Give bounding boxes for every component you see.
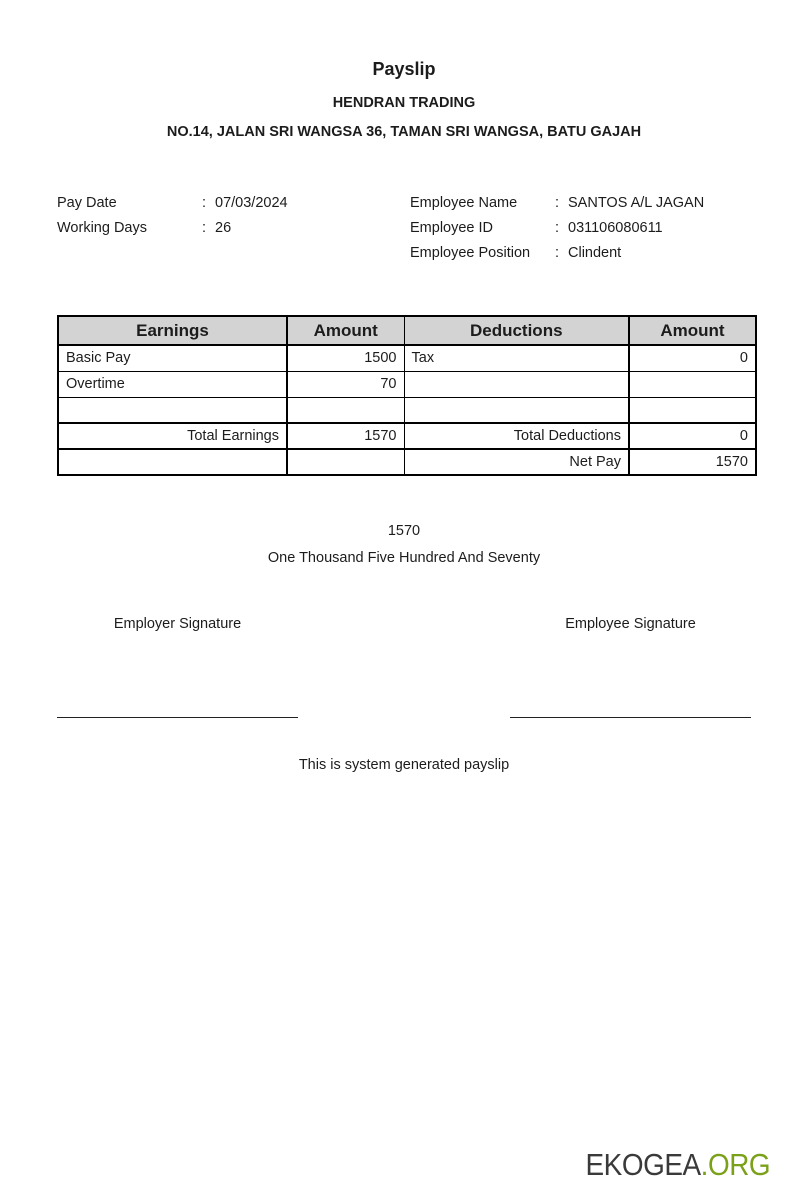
working-days-row [57,216,410,241]
empty-cell [287,449,404,475]
employee-name-label: Employee Name [410,195,518,211]
totals-row [58,423,756,449]
employee-signature-label: Employee Signature [565,616,696,632]
earning-label-cell: Basic Pay [58,345,287,371]
table-row [58,397,756,423]
earning-label-cell [58,397,287,423]
brand-name-text: EKOGEA [585,1147,701,1182]
employee-id-value: 031106080611 [568,220,663,236]
table-row [58,345,756,371]
pay-info-column [57,191,410,266]
earnings-deductions-table [57,315,757,476]
info-section [57,191,751,266]
header-earnings: Earnings [58,316,287,345]
pay-date-value: 07/03/2024 [215,195,288,211]
header-deductions: Deductions [404,316,629,345]
employee-id-label: Employee ID [410,220,494,236]
employee-id-separator: : [555,220,560,236]
employee-name-value: SANTOS A/L JAGAN [568,195,705,211]
employee-position-row [410,241,751,266]
header-earnings-amount: Amount [287,316,404,345]
employee-id-row [410,216,751,241]
amount-summary [57,523,751,566]
amount-in-words: One Thousand Five Hundred And Seventy [267,550,541,566]
working-days-label: Working Days [57,220,147,236]
pay-date-separator: : [202,195,207,211]
working-days-separator: : [202,220,207,236]
brand-tld-text: .ORG [700,1147,770,1182]
table-row [58,371,756,397]
total-earnings-label: Total Earnings [58,423,287,449]
earning-amount-cell [287,397,404,423]
employer-signature-label: Employer Signature [113,616,242,632]
deduction-label-cell [404,397,629,423]
earning-amount-cell: 70 [287,371,404,397]
pay-date-row [57,191,410,216]
table-header-row [58,316,756,345]
earning-label-cell: Overtime [58,371,287,397]
pay-date-label: Pay Date [57,195,117,211]
employee-name-separator: : [555,195,560,211]
deduction-amount-cell [629,371,756,397]
page-title: Payslip [372,59,436,79]
signatures-section [57,615,751,718]
employee-position-value: Clindent [568,245,622,261]
employee-position-separator: : [555,245,560,261]
total-deductions-value: 0 [629,423,756,449]
employer-signature-block [57,615,298,718]
net-amount-figure: 1570 [387,523,421,539]
payslip-page [0,57,808,773]
employee-signature-line [510,717,751,718]
net-pay-value: 1570 [629,449,756,475]
empty-cell [58,449,287,475]
net-pay-row [58,449,756,475]
employee-signature-block [510,615,751,718]
deduction-amount-cell [629,397,756,423]
working-days-value: 26 [215,220,232,236]
employee-info-column [410,191,751,266]
company-name: HENDRAN TRADING [332,95,476,111]
deduction-amount-cell: 0 [629,345,756,371]
system-generated-note: This is system generated payslip [298,757,510,773]
total-earnings-value: 1570 [287,423,404,449]
employee-position-label: Employee Position [410,245,531,261]
deduction-label-cell: Tax [404,345,629,371]
brand-logo [585,1147,770,1183]
deduction-label-cell [404,371,629,397]
total-deductions-label: Total Deductions [404,423,629,449]
company-address: NO.14, JALAN SRI WANGSA 36, TAMAN SRI WANGSA, BATU GAJAH [166,124,642,140]
header-deductions-amount: Amount [629,316,756,345]
employee-name-row [410,191,751,216]
employer-signature-line [57,717,298,718]
net-pay-label: Net Pay [404,449,629,475]
document-header [57,57,751,141]
earning-amount-cell: 1500 [287,345,404,371]
